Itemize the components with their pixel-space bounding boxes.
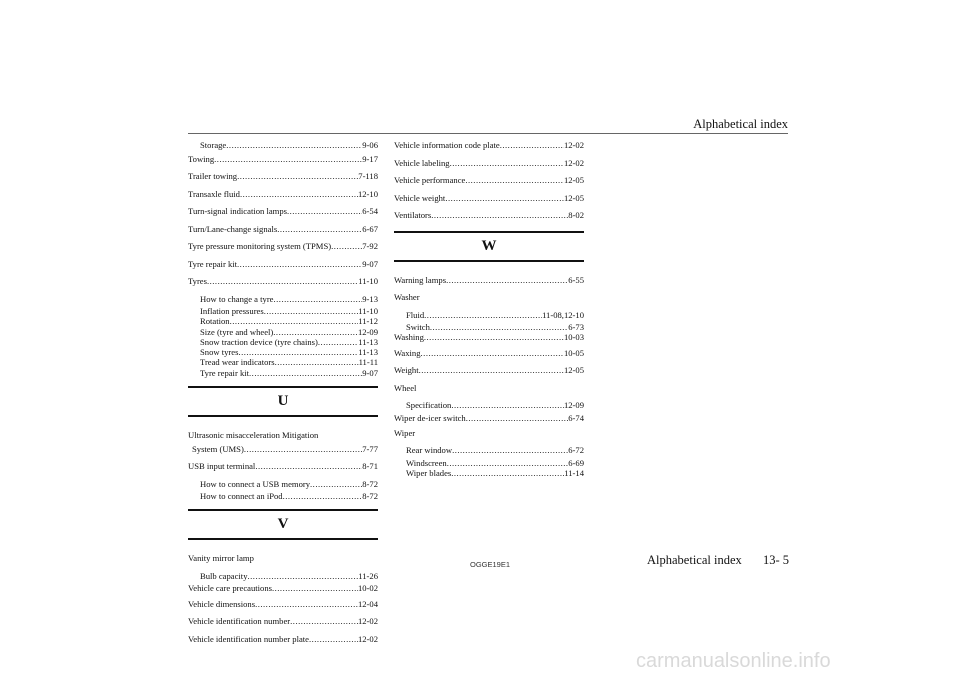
entry-text: Specification (406, 400, 452, 411)
index-entry (188, 205, 378, 219)
entry-page: 6-55 (568, 274, 584, 285)
entry-page: 11-10 (358, 276, 378, 286)
entry-text: System (UMS) (192, 443, 244, 454)
index-entry (188, 347, 378, 357)
entry-text: Vehicle information code plate (394, 140, 500, 150)
entry-page: 12-05 (563, 175, 584, 185)
watermark: carmanualsonline.info (636, 650, 831, 672)
entry-text: Wiper de-icer switch (394, 412, 466, 423)
leader-dots (283, 491, 363, 501)
leader-dots (277, 223, 362, 237)
entry-text: Transaxle fluid (188, 188, 240, 199)
entry-page: 12-04 (357, 598, 378, 609)
entry-page: 11-08,12-10 (542, 309, 584, 320)
entry-page: 9-17 (362, 153, 378, 164)
entry-page: 7-118 (358, 171, 378, 181)
leader-dots (318, 337, 358, 347)
index-entry (188, 460, 378, 474)
entry-page: 12-09 (357, 326, 378, 337)
entry-page: 6-54 (362, 206, 378, 216)
leader-dots (273, 327, 358, 337)
index-entry (188, 153, 378, 167)
index-column-left (188, 139, 378, 646)
leader-dots (274, 293, 363, 307)
index-entry (394, 468, 584, 478)
index-entry (188, 368, 378, 378)
leader-dots (446, 274, 568, 288)
entry-text: Fluid (406, 309, 425, 320)
entry-text: Washing (394, 332, 424, 343)
leader-dots (447, 458, 569, 468)
entry-text: How to connect an iPod (200, 491, 283, 502)
entry-text: Weight (394, 365, 419, 376)
document-code: OGGE19E1 (470, 560, 511, 569)
entry-page: 9-13 (362, 293, 378, 304)
entry-page: 11-10 (358, 306, 378, 316)
entry-page: 10-03 (563, 332, 584, 343)
entry-page: 11-12 (358, 316, 378, 327)
entry-text: Vehicle dimensions (188, 598, 256, 609)
entry-page: 10-02 (357, 583, 378, 594)
index-entry (188, 598, 378, 612)
index-section (394, 139, 584, 223)
entry-page: 6-67 (362, 223, 378, 234)
leader-dots (287, 205, 362, 219)
section-letter-w: W (394, 231, 584, 262)
entry-page: 10-05 (563, 347, 584, 358)
index-entry (188, 357, 378, 367)
leader-dots (331, 240, 362, 254)
index-entry (188, 258, 378, 272)
entry-page: 12-02 (563, 140, 584, 150)
entry-text: Size (tyre and wheel) (200, 326, 274, 337)
index-entry (394, 458, 584, 468)
leader-dots (255, 598, 358, 612)
entry-page: 9-06 (362, 140, 378, 150)
page-header-title: Alphabetical index (693, 117, 788, 131)
index-entry (188, 223, 378, 237)
leader-dots (244, 443, 362, 457)
leader-dots (237, 170, 358, 184)
entry-page: 8-72 (362, 491, 378, 502)
entry-text: Tyre repair kit (200, 367, 250, 378)
entry-text: USB input terminal (188, 461, 256, 472)
entry-text: Warning lamps (394, 274, 447, 285)
index-entry (394, 364, 584, 378)
entry-page: 12-02 (357, 616, 378, 627)
leader-dots (264, 306, 359, 316)
entry-text: Vehicle performance (394, 175, 466, 185)
index-section (188, 570, 378, 646)
leader-dots (230, 316, 359, 326)
index-entry (188, 443, 378, 457)
leader-dots (238, 347, 358, 357)
entry-text: Snow traction device (tyre chains) (200, 336, 318, 347)
leader-dots (214, 153, 362, 167)
entry-text: Vehicle weight (394, 192, 446, 203)
section-letter-v: V (188, 509, 378, 540)
index-entry (188, 188, 378, 202)
leader-dots (255, 460, 362, 474)
leader-dots (431, 209, 568, 223)
index-entry (394, 399, 584, 413)
entry-text: Snow tyres (200, 347, 239, 358)
leader-dots (424, 332, 564, 342)
entry-page: 12-02 (357, 633, 378, 644)
index-entry (394, 309, 584, 323)
page-number: 13- 5 (763, 553, 790, 567)
leader-dots (421, 347, 564, 361)
index-entry (188, 139, 378, 153)
index-section (394, 274, 584, 288)
entry-text: Wiper blades (406, 468, 452, 479)
entry-text: Towing (188, 153, 215, 164)
index-entry (394, 274, 584, 288)
index-section (188, 139, 378, 378)
index-entry (394, 332, 584, 342)
index-entry (394, 139, 584, 153)
entry-page: 7-92 (362, 241, 378, 251)
entry-text: Bulb capacity (200, 570, 248, 581)
index-section (394, 309, 584, 378)
leader-dots (500, 139, 564, 153)
index-entry-head: Wheel (394, 382, 417, 393)
index-entry (188, 478, 378, 492)
leader-dots (207, 275, 358, 289)
entry-page: 12-02 (563, 157, 584, 168)
index-entry (188, 327, 378, 337)
footer-title: Alphabetical index (647, 553, 742, 567)
index-entry (394, 209, 584, 223)
entry-text: Tyres (188, 276, 207, 286)
index-entry (394, 157, 584, 171)
entry-page: 8-72 (362, 478, 378, 489)
entry-page: 8-02 (568, 210, 584, 220)
entry-text: Ventilators (394, 210, 432, 220)
leader-dots (451, 399, 564, 413)
entry-text: Turn-signal indication lamps (188, 206, 287, 216)
entry-page: 11-13 (358, 347, 378, 358)
entry-text: Tread wear indicators (200, 357, 275, 368)
leader-dots (248, 570, 359, 584)
index-entry (188, 633, 378, 647)
entry-page: 12-10 (357, 188, 378, 199)
index-entry (394, 347, 584, 361)
leader-dots (424, 309, 542, 323)
entry-text: Rotation (200, 316, 230, 327)
leader-dots (466, 413, 569, 423)
header-rule (188, 133, 788, 134)
leader-dots (451, 468, 564, 478)
index-entry (188, 306, 378, 316)
index-column-right (394, 139, 584, 478)
entry-page: 9-07 (362, 258, 378, 269)
entry-text: Vehicle identification number plate (188, 633, 309, 644)
index-entry-head: Washer (394, 292, 420, 302)
index-entry (188, 615, 378, 629)
index-entry (188, 316, 378, 326)
entry-text: Switch (406, 322, 430, 332)
entry-page: 8-71 (362, 461, 378, 472)
index-entry (188, 491, 378, 501)
leader-dots (450, 157, 564, 171)
entry-text: Inflation pressures (200, 306, 264, 316)
index-entry-head: Wiper (394, 427, 416, 438)
entry-text: Windscreen (406, 457, 447, 468)
index-entry (394, 192, 584, 206)
entry-text: Vehicle labeling (394, 157, 450, 168)
entry-text: Rear window (406, 445, 453, 456)
leader-dots (452, 444, 568, 458)
index-entry (188, 583, 378, 593)
entry-text: Tyre repair kit (188, 258, 238, 269)
entry-page: 12-09 (563, 400, 584, 411)
index-entry (394, 174, 584, 188)
entry-page: 6-72 (568, 445, 584, 456)
entry-text: Storage (200, 140, 227, 150)
entry-page: 6-74 (568, 412, 584, 423)
leader-dots (419, 364, 564, 378)
entry-page: 9-07 (362, 367, 378, 378)
index-entry (188, 170, 378, 184)
entry-text: Vehicle identification number (188, 616, 291, 627)
entry-page: 12-05 (563, 365, 584, 376)
leader-dots (272, 583, 358, 593)
entry-page: 11-26 (358, 570, 378, 581)
index-entry (188, 337, 378, 347)
index-entry-head: Ultrasonic misacceleration Mitigation (188, 430, 319, 441)
leader-dots (430, 322, 568, 332)
entry-page: 11-14 (564, 468, 584, 479)
index-section (188, 460, 378, 501)
entry-text: Waxing (394, 347, 421, 358)
entry-page: 6-69 (568, 457, 584, 468)
entry-text: Trailer towing (188, 171, 238, 181)
index-entry-head: Vanity mirror lamp (188, 553, 254, 564)
index-entry (394, 322, 584, 332)
leader-dots (310, 478, 362, 492)
entry-page: 6-73 (568, 322, 584, 332)
entry-page: 11-13 (358, 336, 378, 347)
leader-dots (290, 615, 358, 629)
index-entry (394, 444, 584, 458)
index-entry (394, 413, 584, 423)
entry-page: 7-77 (362, 443, 378, 454)
entry-text: Tyre pressure monitoring system (TPMS) (188, 241, 332, 251)
entry-text: How to change a tyre (200, 293, 274, 304)
leader-dots (237, 258, 362, 272)
leader-dots (226, 139, 362, 153)
index-entry (188, 275, 378, 289)
entry-text: How to connect a USB memory (200, 478, 311, 489)
index-entry (188, 240, 378, 254)
leader-dots (465, 174, 564, 188)
leader-dots (240, 188, 358, 202)
section-letter-u: U (188, 386, 378, 417)
index-entry (188, 570, 378, 584)
leader-dots (445, 192, 564, 206)
leader-dots (275, 357, 359, 367)
entry-text: Turn/Lane-change signals (188, 223, 278, 234)
index-entry (188, 293, 378, 307)
entry-page: 12-05 (563, 192, 584, 203)
entry-text: Vehicle care precautions (188, 583, 272, 594)
index-section (394, 444, 584, 478)
index-section (394, 399, 584, 423)
leader-dots (309, 633, 358, 647)
entry-page: 11-11 (358, 357, 378, 368)
leader-dots (249, 368, 362, 378)
